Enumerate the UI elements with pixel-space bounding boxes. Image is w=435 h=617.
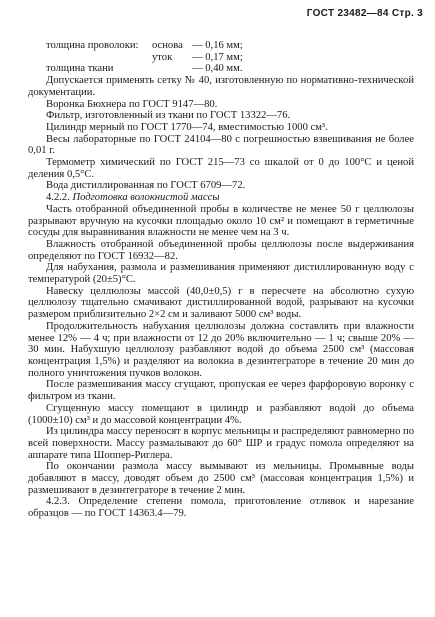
paragraph-moisture: Влажность отобранной объединенной пробы целлюлозы после выдерживания определяют по ГОСТ 16932—82. bbox=[28, 238, 414, 262]
paragraph-cylinder: Цилиндр мерный по ГОСТ 1770—74, вместимостью 1000 см³. bbox=[46, 121, 328, 133]
paragraph-buchner-funnel: Воронка Бюхнера по ГОСТ 9147—80. bbox=[46, 98, 218, 110]
spec-row-2 bbox=[28, 52, 414, 64]
page-header: ГОСТ 23482—84 Стр. 3 bbox=[306, 8, 423, 19]
section-number: 4.2.2. bbox=[46, 192, 70, 204]
spec-sub-1: основа bbox=[152, 40, 183, 51]
paragraph-swelling-duration: Продолжительность набухания целлюлозы должна составлять при влажности менее 12% — 4 ч; при влажности от 12 до 20% включительно — 1 ч; свыше 20% — 30 мин. Набухшую целлюлозу разбавляют водой до объема 2500 см³ (массовая концентрация 1,5%) и разделяют на волокна в дезинтеграторе в течение 20 мин до полного уничтожения пучков волокон. bbox=[28, 320, 414, 379]
spec-row-3 bbox=[28, 63, 414, 75]
section-heading-4-2-2 bbox=[28, 192, 414, 204]
spec-label-3: толщина ткани bbox=[46, 63, 114, 75]
paragraph-scales: Весы лабораторные по ГОСТ 24104—80 с погрешностью взвешивания не более 0,01 г. bbox=[28, 133, 414, 157]
paragraph-water: Вода дистиллированная по ГОСТ 6709—72. bbox=[46, 180, 246, 192]
spec-sub-2: уток bbox=[152, 51, 173, 63]
paragraph-cylinder-dilution: Сгущенную массу помещают в цилиндр и разбавляют водой до объема (1000±10) см³ и до массовой концентрации 4%. bbox=[28, 402, 414, 426]
paragraph-filter: Фильтр, изготовленный из ткани по ГОСТ 13322—76. bbox=[46, 110, 291, 122]
spec-label-2 bbox=[28, 52, 152, 64]
spec-row-1 bbox=[28, 40, 414, 52]
spec-value-1: — 0,16 мм; bbox=[192, 40, 243, 51]
paragraph-thermometer: Термометр химический по ГОСТ 215—73 со шкалой от 0 до 100°С и ценой деления 0,5°С. bbox=[28, 157, 414, 180]
paragraph-section-4-2-3: 4.2.3. Определение степени помола, приготовление отливок и нарезание образцов — по ГОСТ 14363.4—79. bbox=[28, 496, 414, 520]
paragraph-washing: По окончании размола массу вымывают из мельницы. Промывные воды добавляют в массу, доводят объем до 2500 см³ (массовая концентрация 1,5%) и размешивают в дезинтеграторе в течение 2 мин. bbox=[28, 461, 414, 496]
section-title: Подготовка волокнистой массы bbox=[72, 192, 220, 204]
paragraph-grid-allowed: Допускается применять сетку № 40, изготовленную по нормативно-технической документации. bbox=[28, 75, 414, 98]
spec-label-1: толщина проволоки: bbox=[46, 40, 139, 51]
paragraph-distilled-water: Для набухания, размола и размешивания применяют дистиллированную воду с температурой (20±5)°С. bbox=[28, 262, 414, 286]
paragraph-thickening: После размешивания массу сгущают, пропуская ее через фарфоровую воронку с фильтром из ткани. bbox=[28, 379, 414, 403]
paragraph-sample-weight: Навеску целлюлозы массой (40,0±0,5) г в пересчете на абсолютно сухую целлюлозу тщательно смачивают дистиллированной водой, разрывают на кусочки размером приблизительно 2×2 см и заливают 5000 см³ воды. bbox=[28, 285, 414, 321]
paragraph-mill-grinding: Из цилиндра массу переносят в корпус мельницы и распределяют равномерно по всей поверхности. Массу размалывают до 60° ШР и градус помола определяют на аппарате типа Шоппер-Риглера. bbox=[28, 426, 414, 461]
paragraph-sample-tearing: Часть отобранной объединенной пробы в количестве не менее 50 г целлюлозы разрывают вручную на кусочки площадью около 10 см² и помещают в герметичные сосуды для выравнивания влажности не менее чем на 3 ч. bbox=[28, 203, 414, 239]
spec-value-3: — 0,40 мм. bbox=[192, 63, 243, 75]
document-body bbox=[28, 40, 414, 520]
spec-sub-3 bbox=[152, 63, 192, 75]
spec-value-2: — 0,17 мм; bbox=[192, 51, 243, 63]
